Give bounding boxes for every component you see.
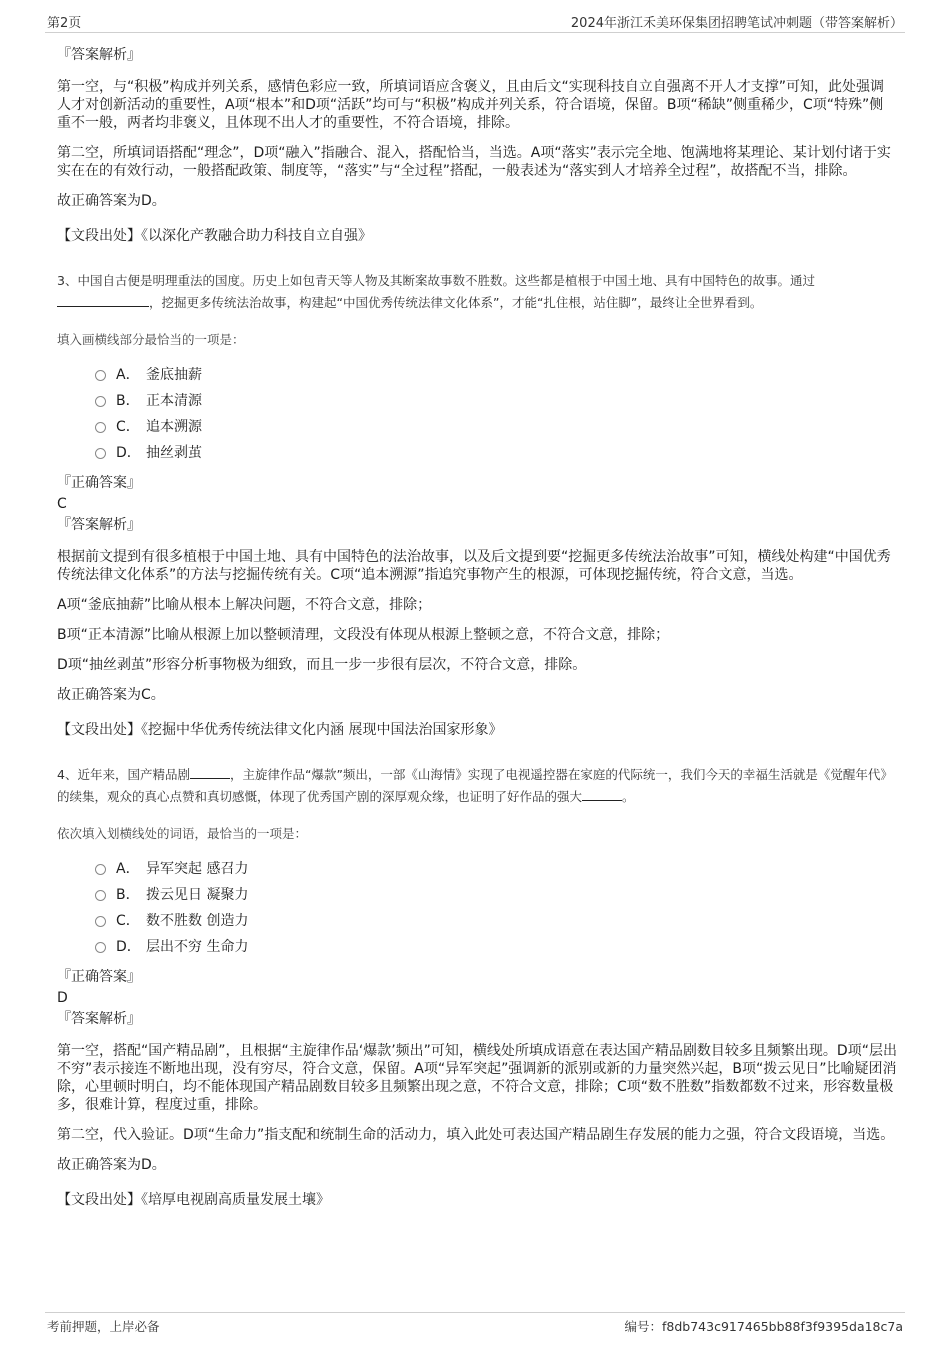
document-title: 2024年浙江禾美环保集团招聘笔试冲刺题（带答案解析） <box>570 16 903 31</box>
analysis-label: 『答案解析』 <box>57 1011 141 1027</box>
page-header <box>45 10 905 33</box>
analysis-paragraph: 根据前文提到有很多植根于中国土地、具有中国特色的法治故事，以及后文提到要“挖掘更多传统法治故事”可知，横线处构建“中国优秀传统法律文化体系”的方法与挖掘传统有关。C项“追本溯源”指追究事物产生的根源，可体现挖掘传统，符合文意，当选。 <box>57 549 891 583</box>
option-c[interactable]: C． 追本溯源 <box>95 414 897 440</box>
answer-blank <box>582 788 622 801</box>
main-content <box>57 44 897 1210</box>
analysis-paragraph: 第一空，搭配“国产精品剧”，且根据“主旋律作品‘爆款’频出”可知，横线处所填成语意在表达国产精品剧数目较多且频繁出现。D项“层出不穷”表示接连不断地出现，没有穷尽，符合文意，保留。A项“异军突起”强调新的派别或新的力量突然兴起，B项“拨云见日”比喻疑团消除，心里顿时明白，均不能体现国产精品剧数目较多且频繁出现之意，不符合文意，排除；C项“数不胜数”指数都数不过来，形容数量极多，很难计算，程度过重，排除。 <box>57 1043 897 1113</box>
analysis-label: 『答案解析』 <box>57 517 141 533</box>
radio-button[interactable] <box>95 448 106 459</box>
footer-slogan: 考前押题，上岸必备 <box>47 1319 160 1334</box>
conclusion: 故正确答案为D。 <box>57 193 166 209</box>
analysis-paragraph: A项“釜底抽薪”比喻从根本上解决问题，不符合文意，排除； <box>57 597 432 613</box>
radio-button[interactable] <box>95 370 106 381</box>
question-3-text: 3、中国自古便是明理重法的国度。历史上如包青天等人物及其断案故事数不胜数。这些都是植根于中国土地、具有中国特色的故事。通过，挖掘更多传统法治故事，构建起“中国优秀传统法律文化体系”，才能“扎住根，站住脚”，最终让全世界看到。 <box>57 273 815 310</box>
analysis-paragraph: 第二空，代入验证。D项“生命力”指支配和统制生命的活动力，填入此处可表达国产精品剧生存发展的能力之强，符合文段语境，当选。 <box>57 1127 895 1143</box>
question-4-text: 4、近年来，国产精品剧 ，主旋律作品“爆款”频出，一部《山海情》实现了电视遥控器在家庭的代际统一，我们今天的幸福生活就是《觉醒年代》的续集，观众的真心点赞和真切感慨，体现了优秀国产剧的深厚观众缘，也证明了好作品的强大 。 <box>57 767 893 804</box>
answer-blank <box>190 766 230 779</box>
option-a[interactable]: A． 异军突起 感召力 <box>95 856 897 882</box>
correct-answer-label: 『正确答案』 <box>57 475 141 491</box>
conclusion: 故正确答案为C。 <box>57 687 165 703</box>
source-citation: 【文段出处】《以深化产教融合助力科技自立自强》 <box>57 228 372 244</box>
question-prompt: 依次填入划横线处的词语，最恰当的一项是： <box>57 826 308 841</box>
analysis-paragraph: D项“抽丝剥茧”形容分析事物极为细致，而且一步一步很有层次，不符合文意，排除。 <box>57 657 587 673</box>
answer-blank <box>57 292 149 307</box>
page-number: 第2页 <box>47 16 82 31</box>
source-citation: 【文段出处】《挖掘中华优秀传统法律文化内涵 展现中国法治国家形象》 <box>57 722 503 738</box>
correct-answer: D <box>57 990 68 1006</box>
radio-button[interactable] <box>95 942 106 953</box>
option-b[interactable]: B． 正本清源 <box>95 388 897 414</box>
option-a[interactable]: A． 釜底抽薪 <box>95 362 897 388</box>
option-d[interactable]: D． 抽丝剥茧 <box>95 440 897 466</box>
radio-button[interactable] <box>95 864 106 875</box>
correct-answer: C <box>57 496 67 512</box>
question-3-options <box>95 362 897 466</box>
document-id: 编号：f8db743c917465bb88f3f9395da18c7a <box>624 1319 903 1334</box>
analysis-paragraph: 第二空，所填词语搭配“理念”，D项“融入”指融合、混入，搭配恰当，当选。A项“落实”表示完全地、饱满地将某理论、某计划付诸于实实在在的有效行动，一般搭配政策、制度等，“落实”与“全过程”搭配，一般表述为“落实到人才培养全过程”，故搭配不当，排除。 <box>57 145 891 179</box>
radio-button[interactable] <box>95 890 106 901</box>
option-c[interactable]: C． 数不胜数 创造力 <box>95 908 897 934</box>
analysis-paragraph: B项“正本清源”比喻从根源上加以整顿清理，文段没有体现从根源上整顿之意，不符合文意，排除； <box>57 627 670 643</box>
option-b[interactable]: B． 拨云见日 凝聚力 <box>95 882 897 908</box>
page-footer <box>45 1312 905 1335</box>
question-4-options <box>95 856 897 960</box>
option-d[interactable]: D． 层出不穷 生命力 <box>95 934 897 960</box>
analysis-paragraph: 第一空，与“积极”构成并列关系，感情色彩应一致，所填词语应含褒义，且由后文“实现科技自立自强离不开人才支撑”可知，此处强调人才对创新活动的重要性，A项“根本”和D项“活跃”均可与“积极”构成并列关系，符合语境，保留。B项“稀缺”侧重稀少，C项“特殊”侧重不一般，两者均非褒义，且体现不出人才的重要性，不符合语境，排除。 <box>57 79 885 131</box>
correct-answer-label: 『正确答案』 <box>57 969 141 985</box>
question-prompt: 填入画横线部分最恰当的一项是： <box>57 332 245 347</box>
radio-button[interactable] <box>95 916 106 927</box>
conclusion: 故正确答案为D。 <box>57 1157 166 1173</box>
radio-button[interactable] <box>95 396 106 407</box>
source-citation: 【文段出处】《培厚电视剧高质量发展土壤》 <box>57 1192 330 1208</box>
radio-button[interactable] <box>95 422 106 433</box>
analysis-label: 『答案解析』 <box>57 47 141 63</box>
